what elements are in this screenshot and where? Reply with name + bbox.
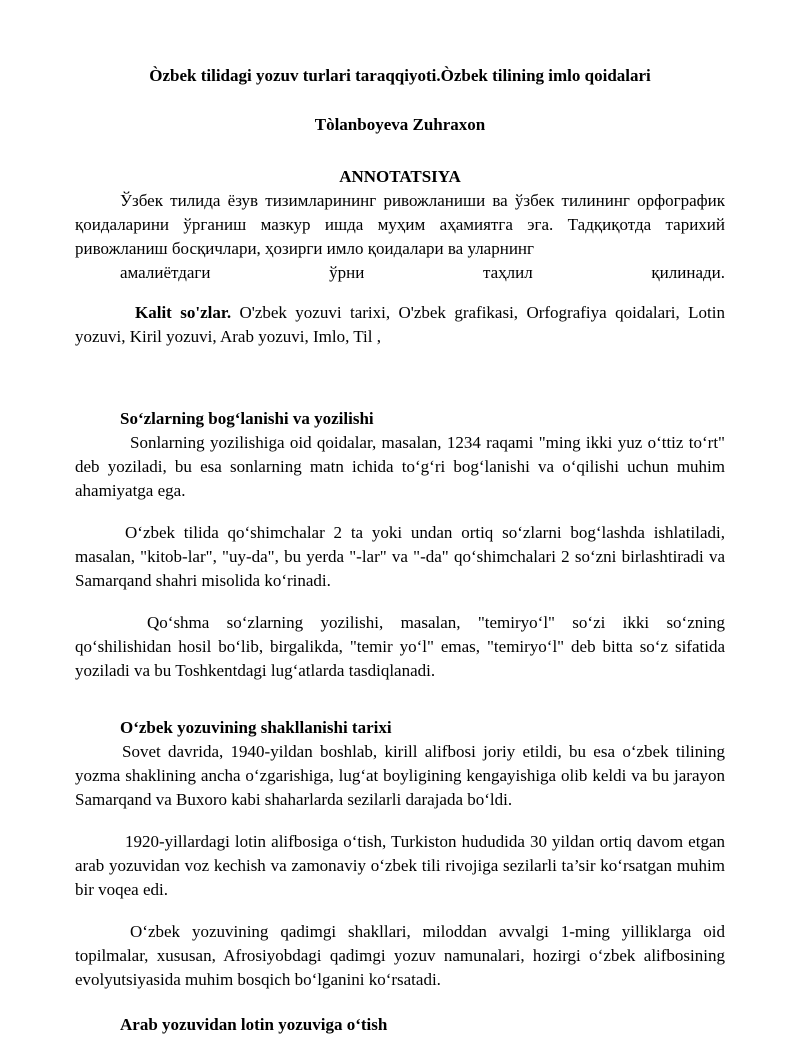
annotation-word: ўрни [329, 263, 365, 282]
keywords-text: O'zbek yozuvi tarixi, O'zbek grafikasi, Orfografiya qoidalari, Lotin yozuvi, Kiril yozuvi, Arab yozuvi, Imlo, Til , [75, 303, 725, 346]
annotation-text-main: Ўзбек тилида ёзув тизимларининг ривожланиши ва ўзбек тилининг орфографик қоидаларини ўрганиш мазкур ишда муҳим аҳамиятга эга. Тадқиқотда тарихий ривожланиш босқичлари, ҳозирги имло қоидалари ва уларнинг [75, 191, 725, 258]
section-paragraph: Qo‘shma so‘zlarning yozilishi, masalan, "temiryo‘l" so‘zi ikki so‘zning qo‘shilishidan hosil bo‘lib, birgalikda, "temir yo‘l" emas, "temiryo‘l" deb bitta so‘z sifatida yoziladi va bu Toshkentdagi lug‘atlarda tasdiqlanadi. [75, 613, 725, 680]
keywords-paragraph [75, 301, 725, 349]
section-heading: Arab yozuvidan lotin yozuviga o‘tish [120, 1015, 388, 1034]
section-paragraph: O‘zbek yozuvining qadimgi shakllari, miloddan avvalgi 1-ming yilliklarga oid topilmalar, xususan, Afrosiyobdagi qadimgi yozuv namunalari, hozirgi o‘zbek alifbosining evolyutsiyasida muhim bosqich bo‘lganini ko‘rsatadi. [75, 922, 725, 989]
annotation-text [75, 189, 725, 285]
annotation-word: қилинади. [651, 263, 725, 282]
section-paragraph: Sonlarning yozilishiga oid qoidalar, masalan, 1234 raqami "ming ikki yuz o‘ttiz to‘rt" deb yoziladi, bu esa sonlarning matn ichida to‘g‘ri bog‘lanishi va o‘qilishi uchun muhim ahamiyatga ega. [75, 433, 725, 500]
section-paragraph: Sovet davrida, 1940-yildan boshlab, kirill alifbosi joriy etildi, bu esa o‘zbek tilining yozma shaklining ancha o‘zgarishiga, lug‘at boyligining kengayishiga olib keldi va bu jarayon Samarqand va Buxoro kabi shaharlarda sezilarli darajada bo‘ldi. [75, 742, 725, 809]
section-paragraph: 1920-yillardagi lotin alifbosiga o‘tish, Turkiston hududida 30 yildan ortiq davom etgan arab yozuvidan voz kechish va zamonaviy o‘zbek tili rivojiga sezilarli ta’sir ko‘rsatgan muhim bir voqea edi. [75, 832, 725, 899]
keywords-label: Kalit so'zlar. [135, 303, 232, 322]
annotation-text-last-line [75, 261, 725, 285]
document-title: Òzbek tilidagi yozuv turlari taraqqiyoti.Òzbek tilining imlo qoidalari [149, 66, 651, 85]
section-heading: So‘zlarning bog‘lanishi va yozilishi [120, 409, 374, 428]
annotation-word: таҳлил [483, 263, 533, 282]
section-paragraph: O‘zbek tilida qo‘shimchalar 2 ta yoki undan ortiq so‘zlarni bog‘lashda ishlatiladi, masalan, "kitob-lar", "uy-da", bu yerda "-lar" va "-da" qo‘shimchalari 2 so‘zni birlashtiradi va Samarqand shahri misolida ko‘rinadi. [75, 523, 725, 590]
annotation-word: амалиётдаги [120, 263, 211, 282]
annotation-heading: ANNOTATSIYA [339, 167, 461, 186]
section-heading: O‘zbek yozuvining shakllanishi tarixi [120, 718, 392, 737]
author-name: Tòlanboyeva Zuhraxon [314, 115, 486, 134]
